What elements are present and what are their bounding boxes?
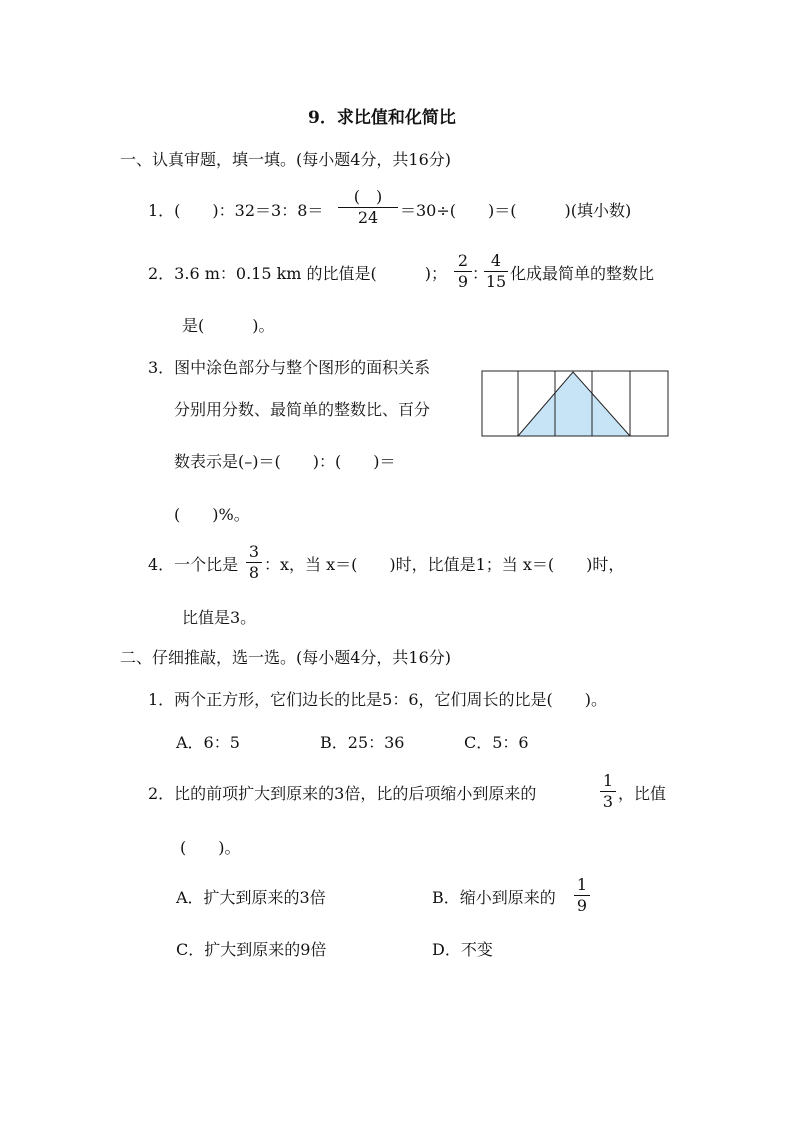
- q3-line-2: 分别用分数、最简单的整数比、百分: [174, 400, 431, 419]
- s2-q2-fraction-numerator: 1: [602, 771, 614, 790]
- q1-fraction: [338, 188, 398, 227]
- q4-fraction-denominator: 8: [248, 563, 260, 582]
- q4-fraction-numerator: 3: [248, 542, 260, 561]
- s2-q2-option-c: C．扩大到原来的9倍: [176, 940, 327, 959]
- q1-text-b: ＝30÷( )＝( )(填小数): [400, 201, 632, 220]
- q2-fraction-1-denominator: 9: [457, 272, 469, 291]
- s2-q2-option-b: B．缩小到原来的: [432, 888, 556, 907]
- q2-fraction-1: [454, 252, 472, 291]
- s2-q2-option-b-fraction: [574, 876, 590, 915]
- shaded-triangle-figure: [480, 369, 670, 439]
- s2-q2-line-2: ( )。: [180, 838, 241, 857]
- q4-text-a: 4．一个比是: [148, 555, 239, 574]
- q2-fraction-2-numerator: 4: [490, 251, 502, 270]
- q3-line-3: 数表示是(–)＝( )：( )＝: [174, 452, 396, 471]
- s2-q2-option-b-denominator: 9: [576, 896, 588, 915]
- q2-text-b: 化成最简单的整数比: [510, 264, 655, 283]
- q2-fraction-2-denominator: 15: [485, 272, 507, 291]
- q2-separator: ：: [472, 264, 489, 283]
- s2-q2-fraction: [600, 772, 616, 811]
- s2-q2-option-b-numerator: 1: [576, 875, 588, 894]
- s2-q1-option-b: B．25：36: [320, 733, 405, 752]
- q1-fraction-denominator: 24: [357, 208, 379, 227]
- q3-line-1: 3．图中涂色部分与整个图形的面积关系: [148, 358, 431, 377]
- shaded-triangle: [518, 372, 630, 436]
- s2-q2-fraction-denominator: 3: [602, 792, 614, 811]
- q2-line-2: 是( )。: [182, 316, 275, 335]
- q2-fraction-2: [484, 252, 508, 291]
- section-1-heading: 一、认真审题，填一填。(每小题4分，共16分): [120, 150, 452, 169]
- q1-text-a: 1．( )：32＝3：8＝: [148, 201, 324, 220]
- q4-text-b: ：x，当 x＝( )时，比值是1；当 x＝( )时，: [264, 555, 625, 574]
- section-2-heading: 二、仔细推敲，选一选。(每小题4分，共16分): [120, 648, 452, 667]
- q4-line-2: 比值是3。: [182, 608, 257, 627]
- s2-q2-text-b: ，比值: [618, 784, 667, 803]
- s2-q1-option-a: A．6：5: [176, 733, 240, 752]
- q4-fraction: [246, 543, 262, 582]
- page-title: 9．求比值和化简比: [308, 108, 456, 128]
- q3-line-4: ( )%。: [174, 505, 250, 524]
- s2-q1-text: 1．两个正方形，它们边长的比是5：6，它们周长的比是( )。: [148, 690, 608, 709]
- q2-text-a: 2．3.6 m：0.15 km 的比值是( )；: [148, 264, 448, 283]
- q1-fraction-numerator: ( ): [353, 187, 383, 206]
- s2-q2-option-a: A．扩大到原来的3倍: [176, 888, 326, 907]
- s2-q2-text-a: 2．比的前项扩大到原来的3倍，比的后项缩小到原来的: [148, 784, 537, 803]
- s2-q1-option-c: C．5：6: [464, 733, 529, 752]
- q2-fraction-1-numerator: 2: [457, 251, 469, 270]
- s2-q2-option-d: D．不变: [432, 940, 493, 959]
